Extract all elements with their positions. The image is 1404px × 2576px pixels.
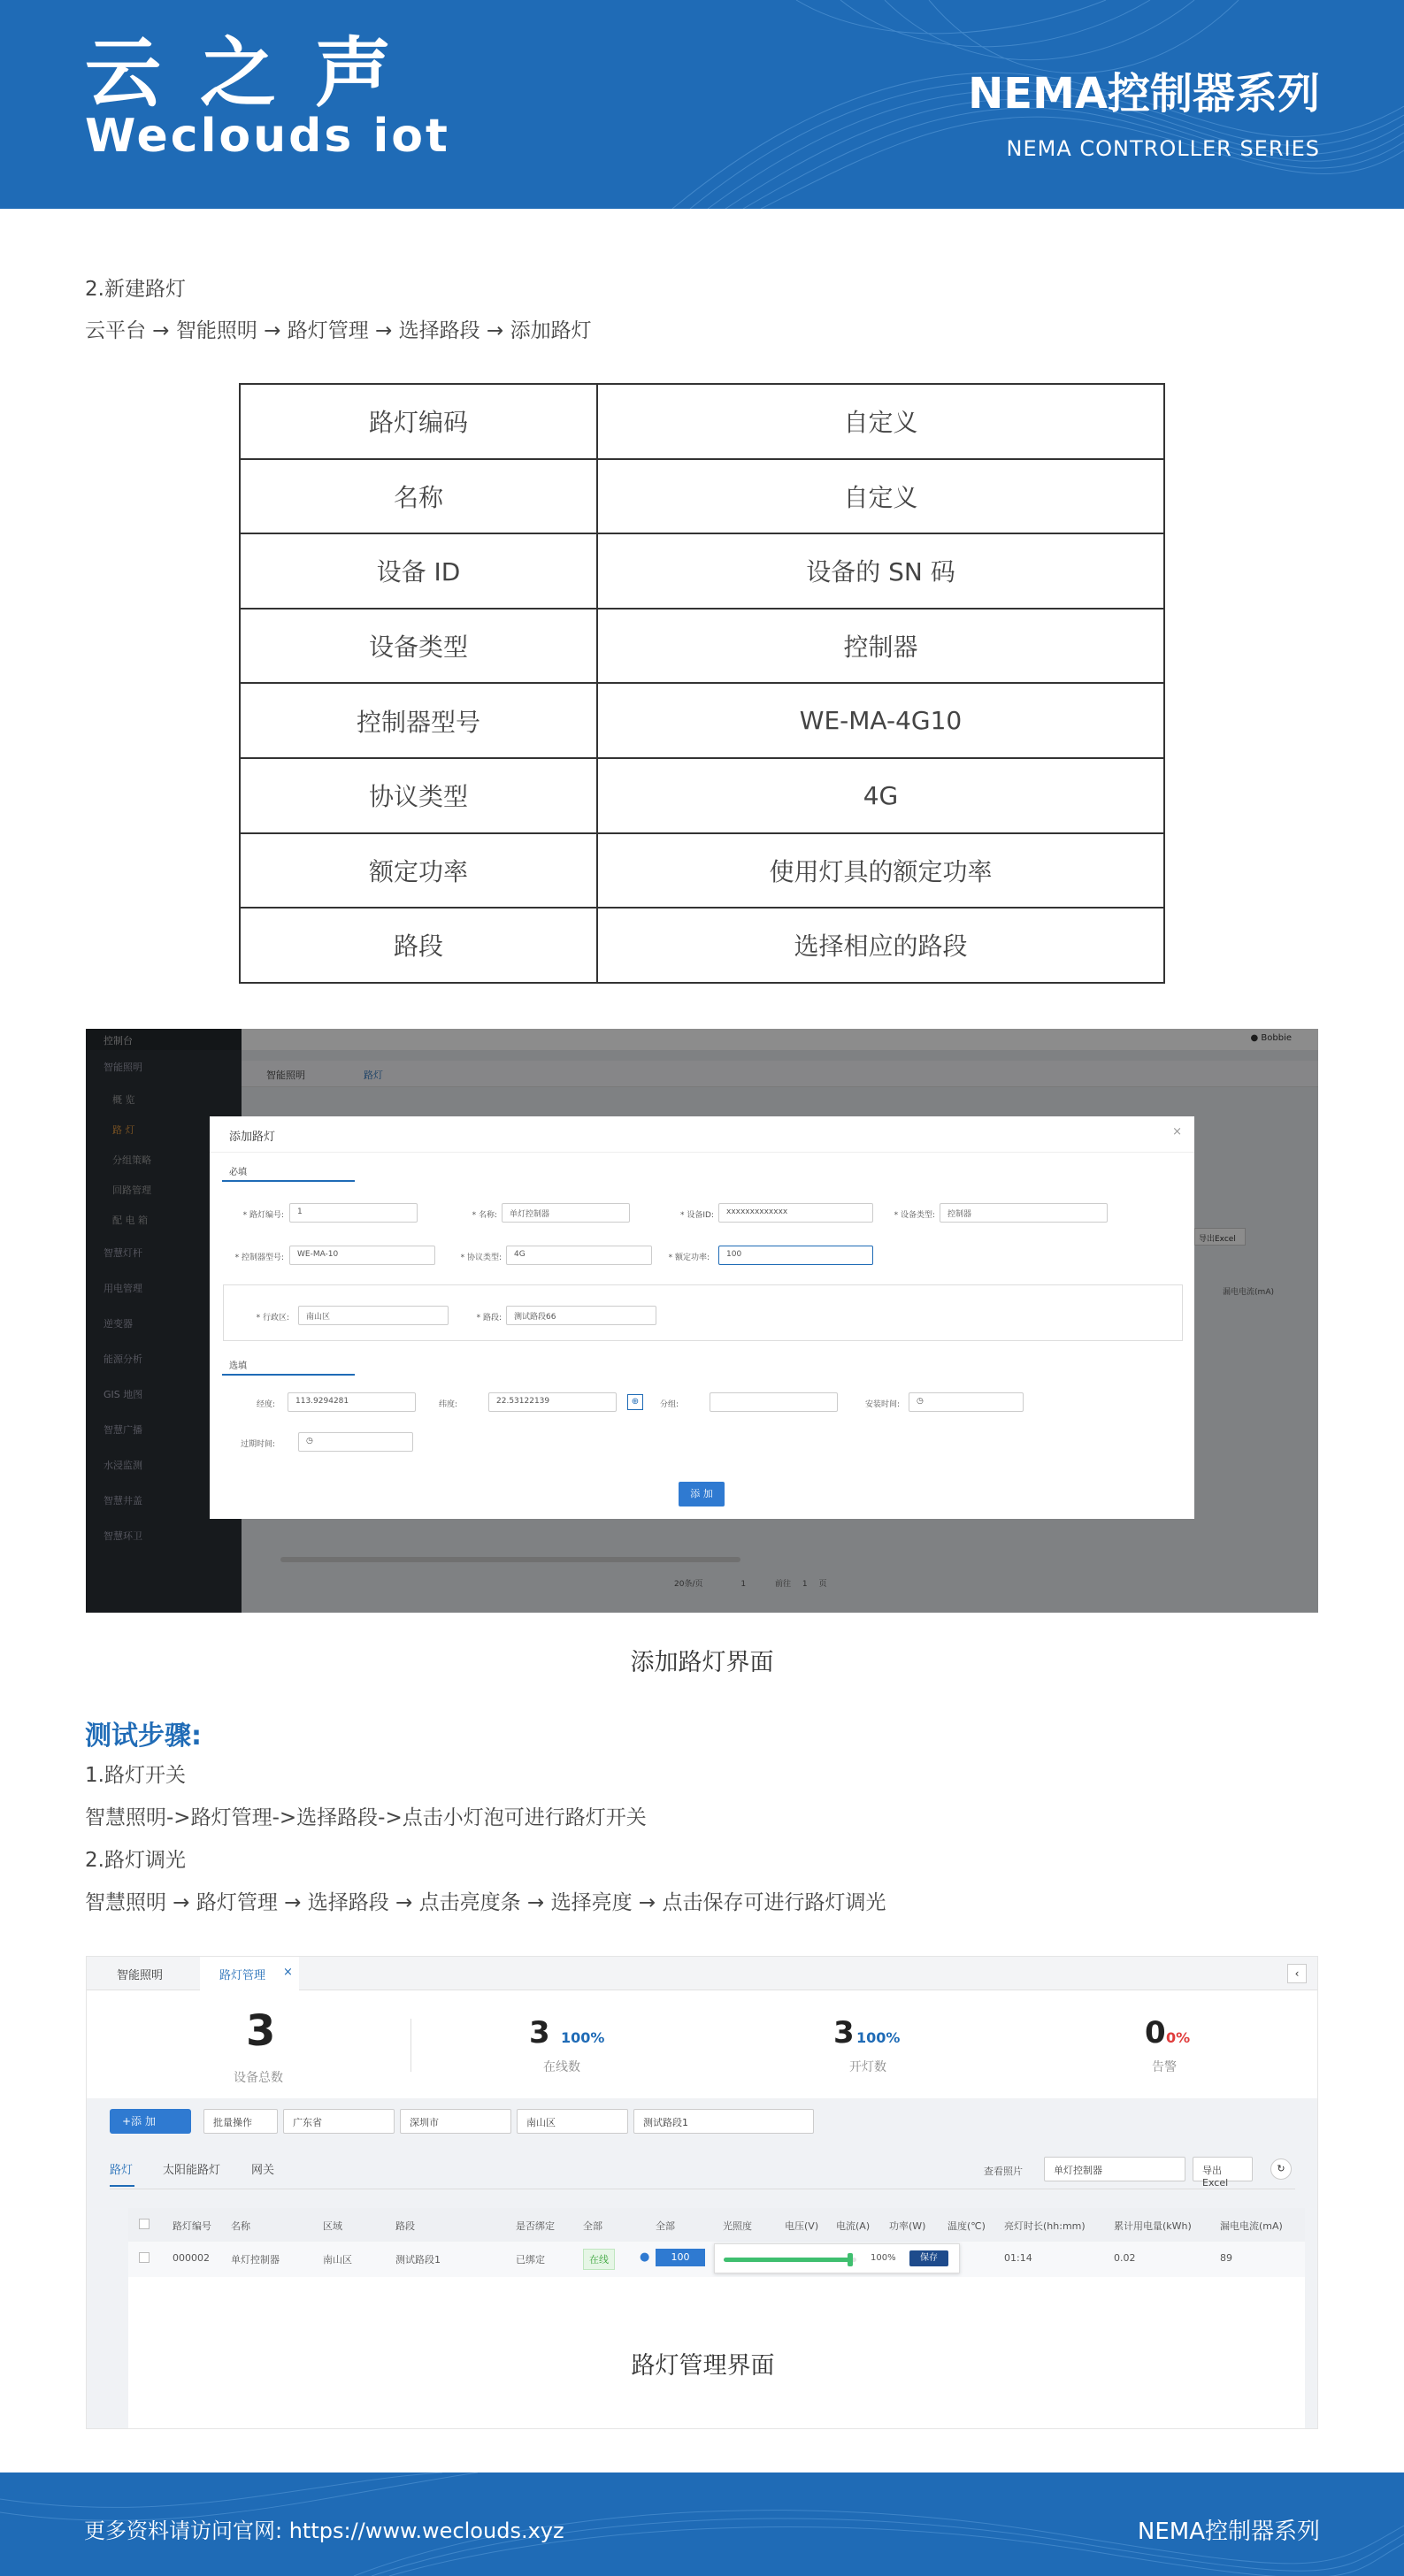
col-voltage: 电压(V) xyxy=(785,2220,819,2232)
sidebar-sub-distribution[interactable]: 配 电 箱 xyxy=(112,1215,148,1226)
brightness-slider-handle[interactable] xyxy=(848,2253,853,2266)
row-road: 测试路段1 xyxy=(395,2254,441,2266)
col-leak: 漏电电流(mA) xyxy=(1220,2220,1283,2232)
expire-time-label: 过期时间: xyxy=(240,1440,275,1449)
add-light-dialog xyxy=(210,1116,1194,1519)
search-input[interactable]: 单灯控制器 xyxy=(1044,2157,1185,2181)
name-label: * 名称: xyxy=(472,1211,497,1220)
row-area: 南山区 xyxy=(323,2254,352,2266)
spec-table xyxy=(239,383,1165,984)
latitude-input[interactable]: 22.53122139 xyxy=(488,1392,617,1412)
sidebar-item-lighting[interactable]: 智能照明 xyxy=(104,1062,142,1073)
sidebar-item-flood[interactable]: 水浸监测 xyxy=(104,1460,142,1471)
stat-alarm-pct: 0% xyxy=(1166,2029,1191,2046)
protocol-select[interactable]: 4G xyxy=(506,1246,652,1265)
page-header xyxy=(0,0,1404,209)
step1-path: 智慧照明->路灯管理->选择路段->点击小灯泡可进行路灯开关 xyxy=(85,1806,647,1829)
stat-online-label: 在线数 xyxy=(543,2060,580,2074)
device-type-label: * 设备类型: xyxy=(894,1211,935,1220)
longitude-label: 经度: xyxy=(256,1400,275,1409)
tab-light-management[interactable]: 路灯管理 xyxy=(219,1969,266,1982)
col-duration: 亮灯时长(hh:mm) xyxy=(1004,2220,1086,2232)
table-key: 名称 xyxy=(240,459,597,534)
sidebar-item-inverter[interactable]: 逆变器 xyxy=(104,1318,133,1330)
col-name: 名称 xyxy=(231,2220,250,2232)
dialog-title: 添加路灯 xyxy=(229,1131,276,1144)
longitude-input[interactable]: 113.9294281 xyxy=(288,1392,416,1412)
table-value: 设备的 SN 码 xyxy=(597,533,1164,609)
subtab-solar[interactable]: 太阳能路灯 xyxy=(163,2164,221,2177)
row-duration: 01:14 xyxy=(1004,2252,1032,2264)
goto-input[interactable]: 1 xyxy=(802,1580,808,1589)
caption-add-light: 添加路灯界面 xyxy=(630,1649,774,1676)
add-button[interactable]: +添 加 xyxy=(110,2109,191,2134)
col-road: 路段 xyxy=(395,2220,415,2232)
table-row xyxy=(240,459,1164,534)
subtab-lights[interactable]: 路灯 xyxy=(110,2164,134,2177)
save-button[interactable]: 保存 xyxy=(909,2250,948,2266)
col-code: 路灯编号 xyxy=(173,2220,211,2232)
sidebar-sub-overview[interactable]: 概 览 xyxy=(112,1094,135,1106)
goto-unit: 页 xyxy=(818,1580,827,1589)
footer-series: NEMA控制器系列 xyxy=(1137,2518,1320,2545)
row-leak: 89 xyxy=(1220,2252,1232,2264)
brightness-percent: 100% xyxy=(871,2253,896,2263)
stat-on-label: 开灯数 xyxy=(849,2060,886,2074)
chevron-left-icon[interactable]: ‹ xyxy=(1287,1964,1307,1983)
table-value: 4G xyxy=(597,758,1164,833)
close-icon[interactable]: × xyxy=(283,1966,293,1979)
col-temperature: 温度(℃) xyxy=(948,2220,986,2232)
device-id-label: * 设备ID: xyxy=(680,1211,714,1220)
row-bound: 已绑定 xyxy=(516,2254,545,2266)
section-underline xyxy=(222,1374,355,1376)
sidebar-item-poles[interactable]: 智慧灯杆 xyxy=(104,1247,142,1259)
stat-total-label: 设备总数 xyxy=(234,2071,283,2085)
sidebar-item-gis[interactable]: GIS 地图 xyxy=(104,1389,143,1400)
table-row xyxy=(240,609,1164,684)
row-name: 单灯控制器 xyxy=(231,2254,280,2266)
expire-time-picker[interactable]: ◷ xyxy=(298,1432,413,1452)
model-label: * 控制器型号: xyxy=(234,1254,284,1262)
brightness-popover xyxy=(714,2243,960,2273)
table-key: 额定功率 xyxy=(240,833,597,908)
add-submit-button[interactable]: 添 加 xyxy=(679,1482,725,1506)
col-power: 功率(W) xyxy=(889,2220,926,2232)
device-id-input[interactable]: xxxxxxxxxxxxx xyxy=(718,1203,873,1223)
road-select[interactable]: 测试路段66 xyxy=(506,1306,656,1325)
group-select[interactable] xyxy=(710,1392,838,1412)
table-row xyxy=(240,758,1164,833)
sidebar-item-power[interactable]: 用电管理 xyxy=(104,1283,142,1294)
table-key: 协议类型 xyxy=(240,758,597,833)
latitude-label: 纬度: xyxy=(438,1400,457,1409)
sidebar-sub-loops[interactable]: 回路管理 xyxy=(112,1184,151,1196)
sidebar-item-sanitation[interactable]: 智慧环卫 xyxy=(104,1530,142,1542)
table-value: 选择相应的路段 xyxy=(597,908,1164,983)
install-time-label: 安装时间: xyxy=(864,1400,900,1409)
name-input[interactable]: 单灯控制器 xyxy=(502,1203,630,1223)
stat-alarm: 0 xyxy=(1145,2015,1166,2051)
col-bound: 是否绑定 xyxy=(516,2220,555,2232)
steps-title: 测试步骤: xyxy=(85,1721,202,1752)
power-input[interactable]: 100 xyxy=(718,1246,873,1265)
table-row xyxy=(240,683,1164,758)
tab-lights[interactable]: 路灯 xyxy=(364,1070,383,1081)
city-select[interactable]: 深圳市 xyxy=(400,2109,511,2134)
table-value: 控制器 xyxy=(597,609,1164,684)
district-select[interactable]: 南山区 xyxy=(517,2109,628,2134)
series-subtitle: NEMA CONTROLLER SERIES xyxy=(1006,136,1320,161)
sidebar-item-manhole[interactable]: 智慧井盖 xyxy=(104,1495,142,1506)
road-label: * 路段: xyxy=(476,1314,502,1322)
table-value: 使用灯具的额定功率 xyxy=(597,833,1164,908)
divider xyxy=(410,2019,411,2072)
subtab-gateway[interactable]: 网关 xyxy=(251,2164,275,2177)
status-badge: 在线 xyxy=(583,2249,615,2270)
add-light-screenshot xyxy=(86,1029,1318,1613)
close-icon[interactable]: × xyxy=(1172,1125,1182,1138)
device-type-select[interactable]: 控制器 xyxy=(940,1203,1108,1223)
sidebar-sub-lights[interactable]: 路 灯 xyxy=(112,1124,135,1136)
table-row[interactable] xyxy=(128,2242,1305,2277)
view-photo-label[interactable]: 查看照片 xyxy=(984,2166,1023,2177)
section-path: 云平台 → 智能照明 → 路灯管理 → 选择路段 → 添加路灯 xyxy=(85,319,592,342)
series-title: NEMA控制器系列 xyxy=(968,69,1320,119)
footer-website[interactable]: 更多资料请访问官网: https://www.weclouds.xyz xyxy=(84,2518,564,2543)
code-input[interactable]: 1 xyxy=(289,1203,418,1223)
table-row xyxy=(240,833,1164,908)
section-title: 2.新建路灯 xyxy=(85,278,186,301)
row-energy: 0.02 xyxy=(1114,2252,1136,2264)
section-underline xyxy=(222,1180,355,1182)
district-select[interactable]: 南山区 xyxy=(298,1306,449,1325)
table-key: 路灯编码 xyxy=(240,384,597,459)
tab-lighting[interactable]: 智能照明 xyxy=(266,1070,305,1081)
logo-english: Weclouds iot xyxy=(85,110,450,163)
protocol-label: * 协议类型: xyxy=(460,1254,502,1262)
step2-title: 2.路灯调光 xyxy=(85,1849,186,1872)
locate-icon[interactable]: ⊕ xyxy=(627,1394,643,1410)
select-all-checkbox[interactable] xyxy=(139,2219,150,2229)
col-switch-filter[interactable]: 全部 xyxy=(656,2220,675,2232)
batch-button[interactable]: 批量操作 xyxy=(203,2109,278,2134)
code-label: * 路灯编号: xyxy=(242,1211,284,1220)
group-label: 分组: xyxy=(659,1400,679,1409)
install-time-picker[interactable]: ◷ xyxy=(909,1392,1024,1412)
row-code: 000002 xyxy=(173,2252,210,2264)
district-label: * 行政区: xyxy=(256,1314,289,1322)
table-key: 控制器型号 xyxy=(240,683,597,758)
current-page[interactable]: 1 xyxy=(740,1580,747,1589)
power-label: * 额定功率: xyxy=(668,1254,710,1262)
table-key: 路段 xyxy=(240,908,597,983)
sidebar-item-broadcast[interactable]: 智慧广播 xyxy=(104,1424,142,1436)
table-value: 自定义 xyxy=(597,384,1164,459)
row-checkbox[interactable] xyxy=(139,2252,150,2263)
bulb-icon[interactable]: ● xyxy=(640,2250,650,2264)
refresh-icon[interactable]: ↻ xyxy=(1270,2158,1292,2180)
table-row xyxy=(240,533,1164,609)
step2-path: 智慧照明 → 路灯管理 → 选择路段 → 点击亮度条 → 选择亮度 → 点击保存可进行路灯调光 xyxy=(85,1891,886,1914)
brightness-slider-track[interactable] xyxy=(724,2258,856,2262)
table-key: 设备类型 xyxy=(240,609,597,684)
export-excel-button[interactable]: 导出Excel xyxy=(1194,1228,1246,1246)
col-area: 区域 xyxy=(323,2220,342,2232)
tab-bar xyxy=(87,1957,1318,1990)
table-row xyxy=(240,908,1164,983)
sidebar-header: 控制台 xyxy=(86,1029,242,1050)
sidebar-sub-groups[interactable]: 分组策略 xyxy=(112,1154,151,1166)
caption-light-management: 路灯管理界面 xyxy=(631,2352,775,2380)
subtab-underline xyxy=(110,2185,134,2187)
col-status-filter[interactable]: 全部 xyxy=(583,2220,602,2232)
goto-label: 前往 xyxy=(774,1580,791,1589)
table-value: 自定义 xyxy=(597,459,1164,534)
col-energy: 累计用电量(kWh) xyxy=(1114,2220,1192,2232)
optional-section-label: 选填 xyxy=(229,1361,247,1371)
stat-total: 3 xyxy=(246,2006,276,2056)
light-management-screenshot xyxy=(86,1956,1318,2429)
table-row xyxy=(240,384,1164,459)
stats-panel xyxy=(110,2001,1295,2097)
step1-title: 1.路灯开关 xyxy=(85,1764,186,1787)
user-avatar[interactable]: ● Bobbie xyxy=(1250,1033,1292,1043)
province-select[interactable]: 广东省 xyxy=(283,2109,395,2134)
table-key: 设备 ID xyxy=(240,533,597,609)
stat-alarm-label: 告警 xyxy=(1152,2060,1177,2074)
column-header-leak: 漏电电流(mA) xyxy=(1223,1288,1274,1297)
page-footer xyxy=(0,2472,1404,2576)
divider xyxy=(210,1152,1194,1153)
col-current: 电流(A) xyxy=(836,2220,871,2232)
export-excel-button[interactable]: 导出Excel xyxy=(1193,2157,1253,2181)
logo-chinese: 云之声 xyxy=(85,29,430,118)
page-size-select[interactable]: 20条/页 xyxy=(674,1580,703,1589)
tab-smart-lighting[interactable]: 智能照明 xyxy=(117,1969,164,1982)
brightness-slider-fill xyxy=(724,2258,850,2262)
brightness-value[interactable]: 100 xyxy=(656,2249,705,2266)
col-illuminance: 光照度 xyxy=(723,2220,752,2232)
road-select[interactable]: 测试路段1 xyxy=(633,2109,814,2134)
table-value: WE-MA-4G10 xyxy=(597,683,1164,758)
stat-on-pct: 100% xyxy=(856,2029,901,2046)
stat-on: 3 xyxy=(833,2015,855,2051)
stat-online-pct: 100% xyxy=(561,2029,605,2046)
required-section-label: 必填 xyxy=(229,1168,247,1177)
sidebar-item-energy[interactable]: 能源分析 xyxy=(104,1353,142,1365)
table-header xyxy=(128,2208,1305,2242)
stat-online: 3 xyxy=(529,2015,550,2051)
model-select[interactable]: WE-MA-10 xyxy=(289,1246,435,1265)
